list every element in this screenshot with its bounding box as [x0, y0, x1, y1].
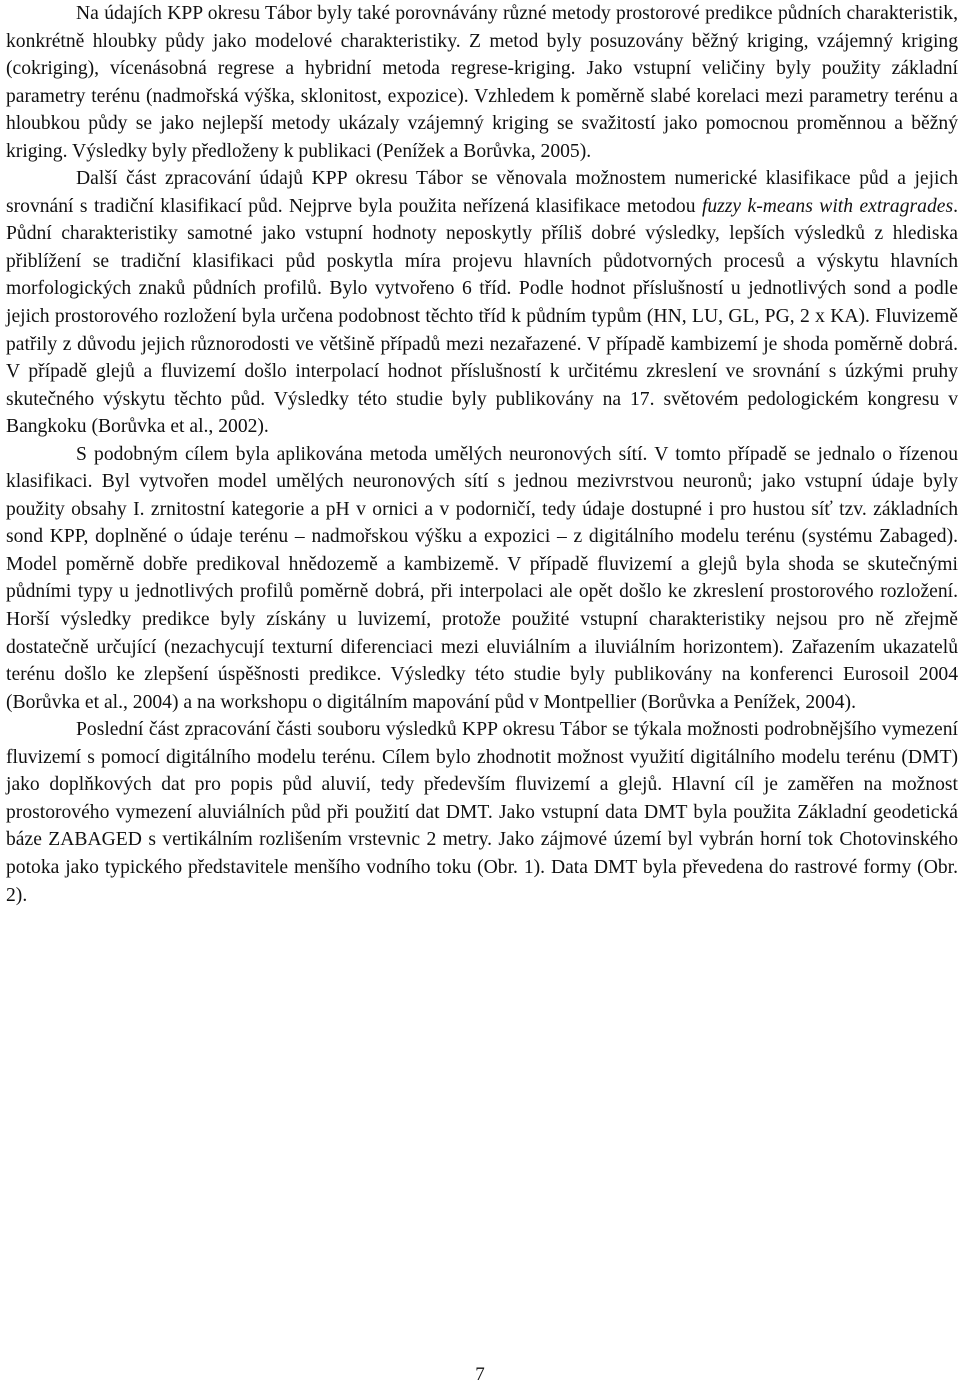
- paragraph-text: . Půdní charakteristiky samotné jako vstupní hodnoty neposkytly příliš dobré výsledky, lepších výsledků z hlediska přiblížení se tradiční klasifikaci půd poskytla míra projevu hlavních půdotvorných procesů a výskytu hlavních morfologických znaků půdních profilů. Bylo vytvořeno 6 tříd. Podle hodnot příslušností u jednotlivých sond a podle jejich prostorového rozložení byla určena podobnost těchto tříd k půdním typům (HN, LU, GL, PG, 2 x KA). Fluvizemě patřily z důvodu jejich různorodosti ve většině případů mezi nezařazené. V případě kambizemí je shoda poměrně dobrá. V případě glejů a fluvizemí došlo interpolací hodnot příslušností k určitému zkreslení ve srovnání s úzkými pruhy skutečného výskytu těchto půd. Výsledky této studie byly publikovány na 17. světovém pedologickém kongresu v Bangkoku (Borůvka et al., 2002).: [6, 195, 958, 438]
- paragraph-text: Další část zpracování údajů KPP okresu Tábor se věnovala možnostem numerické klasifikace půd a jejich srovnání s tradiční klasifikací půd. Nejprve byla použita neřízená klasifikace metodou: [6, 168, 958, 217]
- paragraph-text: Na údajích KPP okresu Tábor byly také porovnávány různé metody prostorové predikce půdních charakteristik, konkrétně hloubky půdy jako modelové charakteristiky. Z metod byly posuzovány běžný kriging, vzájemný kriging (cokriging), vícenásobná regrese a hybridní metoda regrese-kriging. Jako vstupní veličiny byly použity základní parametry terénu (nadmořská výška, sklonitost, expozice). Vzhledem k poměrně slabé korelaci mezi parametry terénu a hloubkou půdy se jako nejlepší metody ukázaly vzájemný kriging se svažitostí jako pomocnou proměnnou a běžný kriging. Výsledky byly předloženy k publikaci (Penížek a Borůvka, 2005).: [6, 3, 958, 162]
- paragraph-spatial-prediction: [6, 0, 958, 165]
- document-page: [6, 0, 958, 909]
- paragraph-neural-networks: [6, 441, 958, 716]
- method-name-emphasis: fuzzy k-means with extragrades: [701, 195, 954, 217]
- paragraph-fluvisols-dmt: [6, 716, 958, 909]
- paragraph-numerical-classification: [6, 165, 958, 440]
- paragraph-text: S podobným cílem byla aplikována metoda umělých neuronových sítí. V tomto případě se jednalo o řízenou klasifikaci. Byl vytvořen model umělých neuronových sítí s jednou mezivrstvou neuronů; jako vstupní údaje byly použity obsahy I. zrnitostní kategorie a pH v ornici a v podorničí, tedy údaje dostupné i pro hustou síť tzv. základních sond KPP, doplněné o údaje terénu – nadmořskou výšku a expozici – z digitálního modelu terénu (systému Zabaged). Model poměrně dobře predikoval hnědozemě a kambizemě. V případě fluvizemí a glejů byla shoda se skutečnými půdními typy u jednotlivých profilů poměrně dobrá, při interpolaci ale opět došlo ke zkreslení prostorového rozložení. Horší výsledky predikce byly získány u luvizemí, protože použité vstupní charakteristiky nejsou pro ně zřejmě dostatečně určující (nezachycují texturní diferenciaci mezi eluviálním a iluviálním horizontem). Zařazením ukazatelů terénu došlo ke zlepšení úspěšnosti predikce. Výsledky této studie byly publikovány na konferenci Eurosoil 2004 (Borůvka et al., 2004) a na workshopu o digitálním mapování půd v Montpellier (Borůvka a Penížek, 2004).: [6, 443, 958, 713]
- paragraph-text: Poslední část zpracování části souboru výsledků KPP okresu Tábor se týkala možnosti podrobnějšího vymezení fluvizemí s pomocí digitálního modelu terénu. Cílem bylo zhodnotit možnost využití digitálního modelu terénu (DMT) jako doplňkových dat pro popis půd aluvií, tedy především fluvizemí a glejů. Hlavní cíl je zaměřen na možnost prostorového vymezení aluviálních půd při použití dat DMT. Jako vstupní data DMT byla použita Základní geodetická báze ZABAGED s vertikálním rozlišením vrstevnic 2 metry. Jako zájmové území byl vybrán horní tok Chotovinského potoka jako typického představitele menšího vodního toku (Obr. 1). Data DMT byla převedena do rastrové formy (Obr. 2).: [6, 719, 958, 906]
- page-number: 7: [475, 1364, 485, 1385]
